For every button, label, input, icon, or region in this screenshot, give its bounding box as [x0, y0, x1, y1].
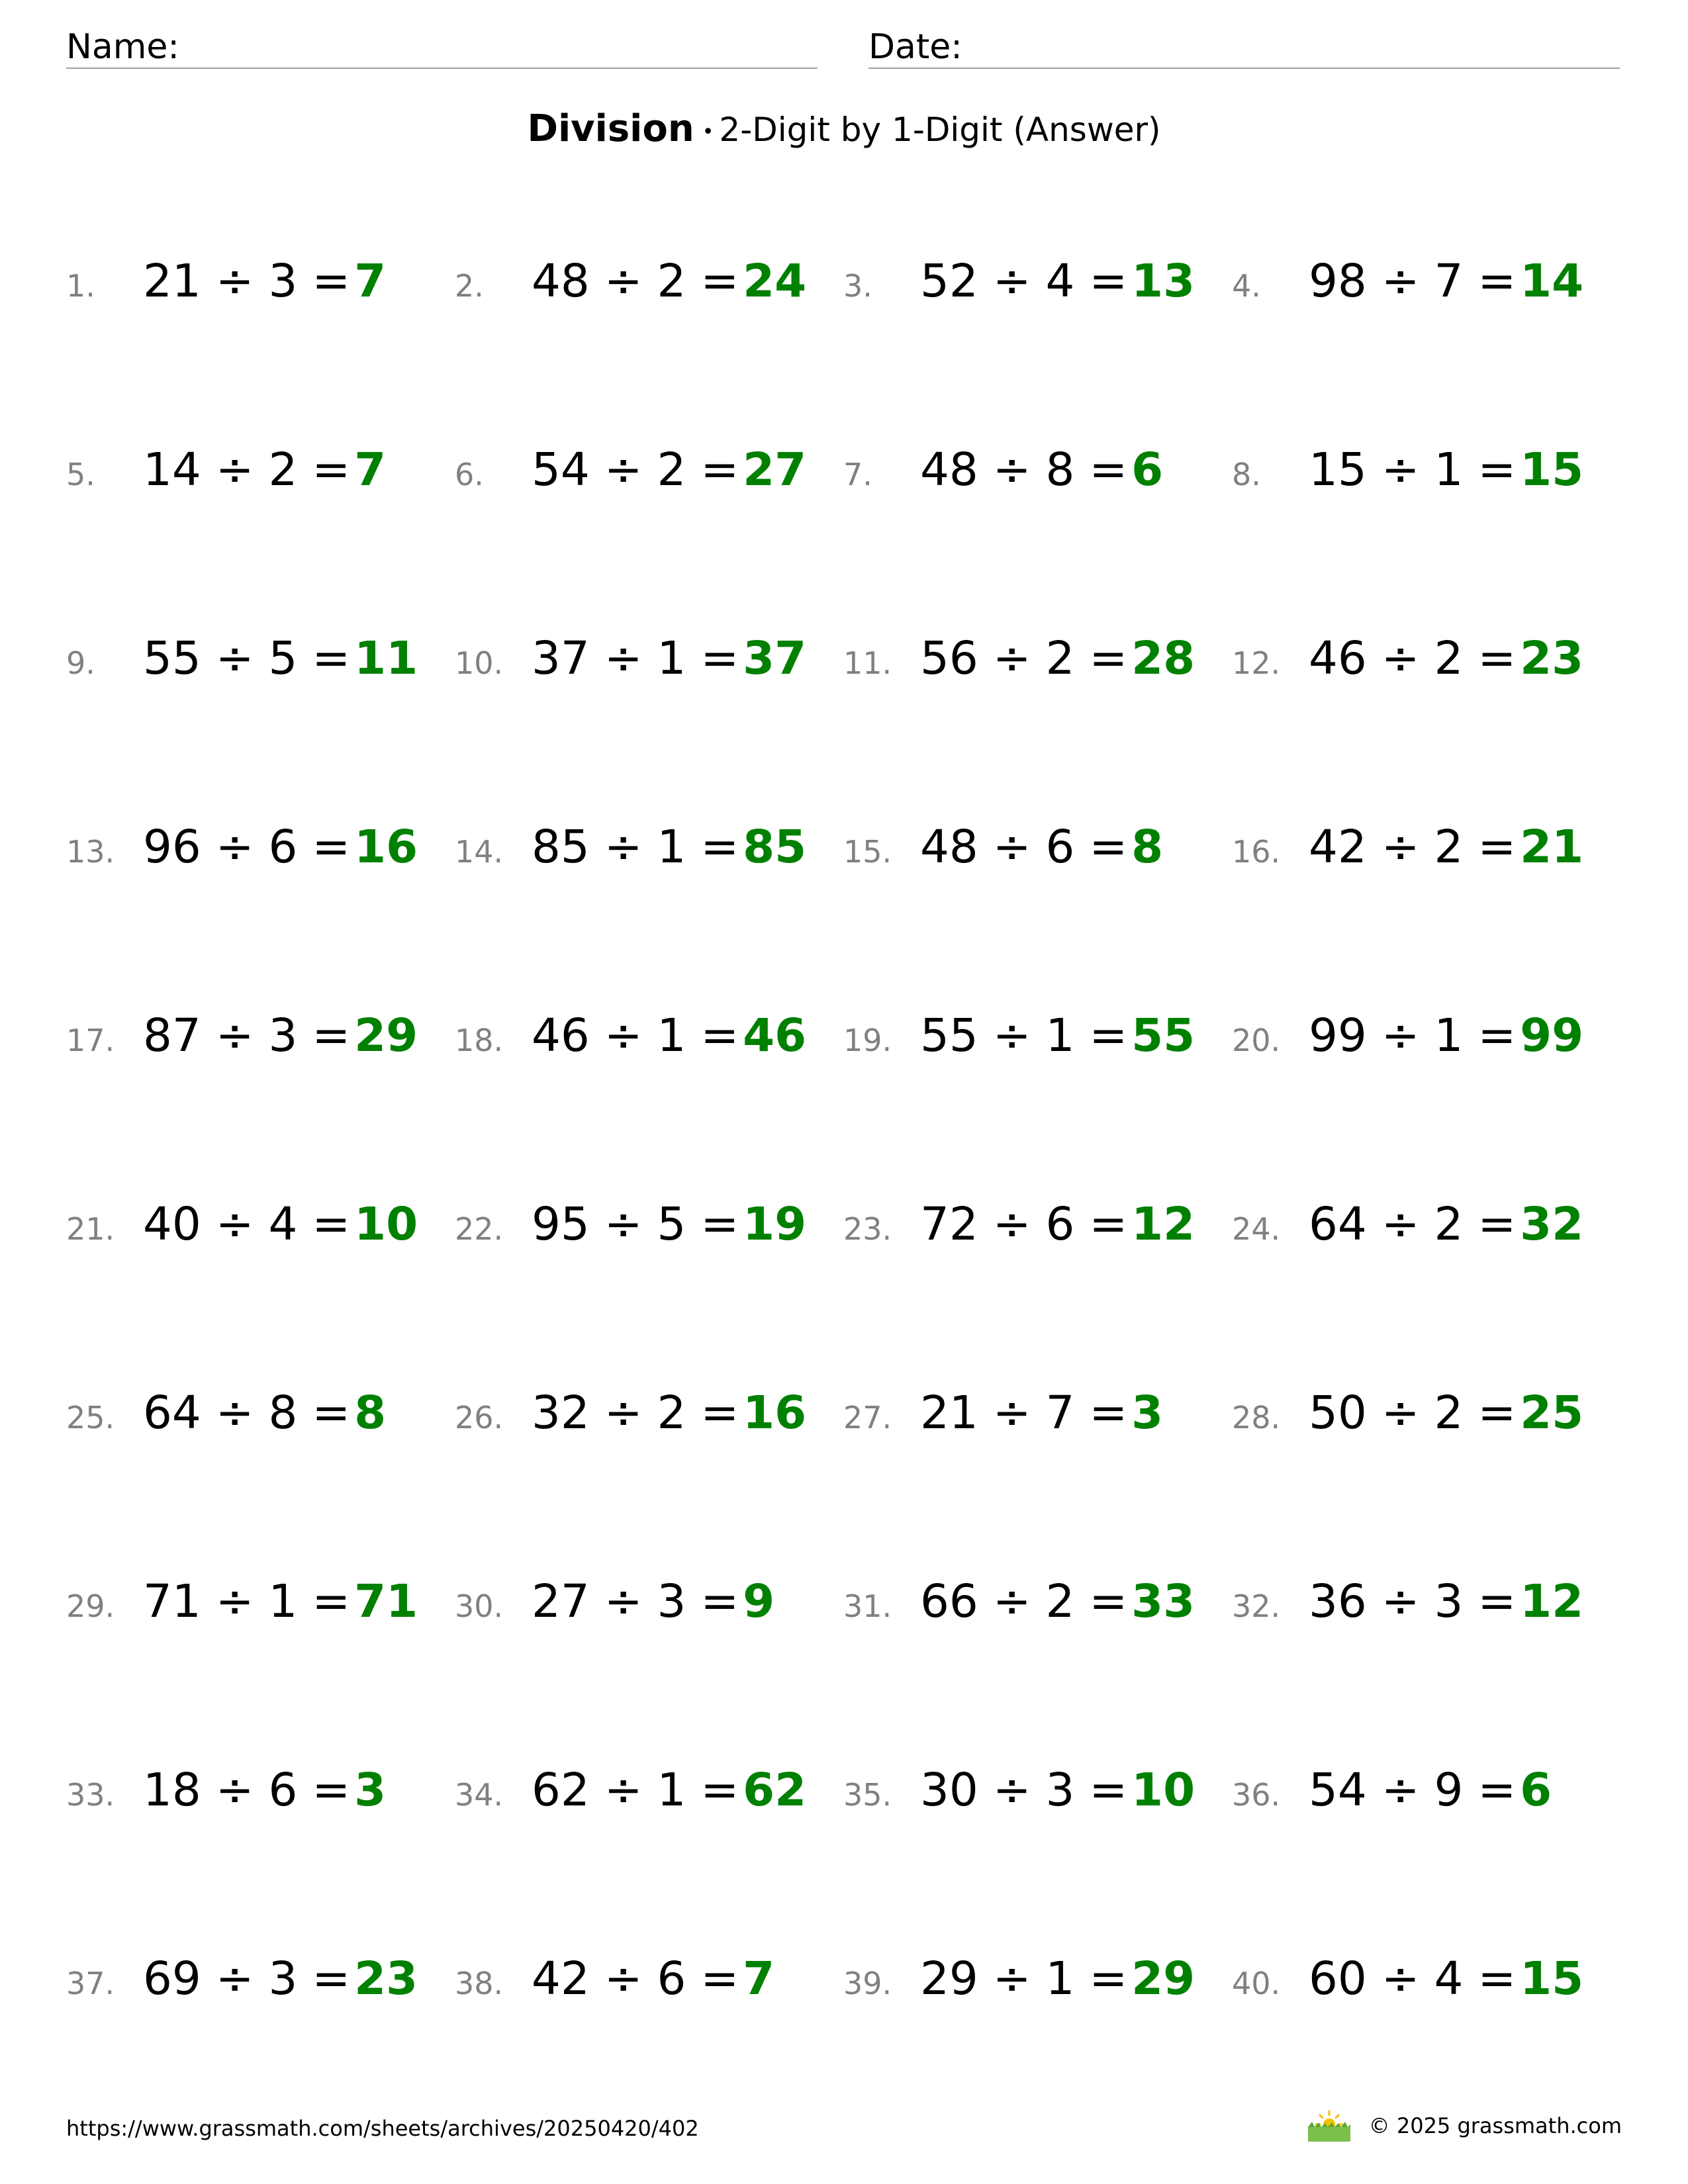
problem-answer: 16 [743, 1387, 807, 1439]
problem-expression: 32 ÷ 2 = [532, 1387, 739, 1439]
problem-number: 2. [455, 268, 484, 304]
problem-row [66, 821, 1622, 1009]
problem-row [66, 632, 1622, 821]
problem-number: 29. [66, 1588, 115, 1624]
problem-number: 10. [455, 645, 504, 681]
footer-url[interactable]: https://www.grassmath.com/sheets/archives/20250420/402 [66, 2116, 699, 2141]
problem-number: 13. [66, 834, 115, 870]
problem-number: 24. [1232, 1211, 1281, 1247]
problem-item [843, 255, 1232, 328]
problem-number: 39. [843, 1966, 892, 2001]
problem-expression: 66 ÷ 2 = [920, 1575, 1128, 1628]
problem-item [66, 255, 455, 328]
problem-item [66, 1952, 455, 2025]
problem-item [455, 1952, 843, 2025]
problem-item [66, 443, 455, 516]
problem-item [843, 1764, 1232, 1837]
problem-item [1232, 255, 1620, 328]
problem-expression: 14 ÷ 2 = [143, 443, 351, 496]
problem-item [455, 255, 843, 328]
problem-number: 27. [843, 1400, 892, 1435]
problem-answer: 28 [1131, 632, 1196, 685]
problem-item [66, 1764, 455, 1837]
problem-expression: 64 ÷ 8 = [143, 1387, 351, 1439]
problem-expression: 50 ÷ 2 = [1309, 1387, 1517, 1439]
problem-expression: 48 ÷ 8 = [920, 443, 1128, 496]
problem-expression: 54 ÷ 9 = [1309, 1764, 1517, 1817]
problem-number: 3. [843, 268, 872, 304]
problem-answer: 14 [1520, 255, 1584, 308]
problem-item [455, 1009, 843, 1082]
problem-number: 23. [843, 1211, 892, 1247]
problem-item [843, 1198, 1232, 1271]
problem-row [66, 1575, 1622, 1764]
problem-number: 18. [455, 1023, 504, 1058]
problem-number: 19. [843, 1023, 892, 1058]
problem-answer: 23 [1520, 632, 1584, 685]
problem-expression: 99 ÷ 1 = [1309, 1009, 1517, 1062]
problem-expression: 15 ÷ 1 = [1309, 443, 1517, 496]
problem-number: 28. [1232, 1400, 1281, 1435]
problem-number: 31. [843, 1588, 892, 1624]
problem-answer: 29 [354, 1009, 418, 1062]
problem-item [66, 1198, 455, 1271]
problem-answer: 25 [1520, 1387, 1584, 1439]
problem-item [1232, 443, 1620, 516]
problem-answer: 13 [1131, 255, 1196, 308]
problem-number: 21. [66, 1211, 115, 1247]
problem-item [843, 1387, 1232, 1459]
problem-answer: 3 [354, 1764, 387, 1817]
problem-answer: 33 [1131, 1575, 1196, 1628]
problem-item [843, 821, 1232, 893]
problem-expression: 46 ÷ 2 = [1309, 632, 1517, 685]
problem-expression: 62 ÷ 1 = [532, 1764, 739, 1817]
problem-answer: 99 [1520, 1009, 1584, 1062]
problem-answer: 15 [1520, 443, 1584, 496]
problem-number: 30. [455, 1588, 504, 1624]
problem-answer: 16 [354, 821, 418, 874]
problem-number: 35. [843, 1777, 892, 1813]
problem-row [66, 1387, 1622, 1575]
problem-item [1232, 1952, 1620, 2025]
problem-answer: 10 [354, 1198, 418, 1251]
problem-expression: 40 ÷ 4 = [143, 1198, 351, 1251]
problem-answer: 21 [1520, 821, 1584, 874]
problem-row [66, 255, 1622, 443]
problem-answer: 11 [354, 632, 418, 685]
problem-item [1232, 1387, 1620, 1459]
name-field[interactable] [66, 26, 818, 69]
problem-item [455, 632, 843, 705]
problem-number: 12. [1232, 645, 1281, 681]
problem-number: 8. [1232, 457, 1261, 492]
problem-expression: 71 ÷ 1 = [143, 1575, 351, 1628]
problem-answer: 23 [354, 1952, 418, 2005]
problem-number: 4. [1232, 268, 1261, 304]
problem-number: 25. [66, 1400, 115, 1435]
problem-expression: 21 ÷ 7 = [920, 1387, 1128, 1439]
problem-number: 11. [843, 645, 892, 681]
problem-item [455, 1575, 843, 1648]
problem-answer: 55 [1131, 1009, 1196, 1062]
sun-over-grass-icon [1307, 2109, 1352, 2143]
problem-expression: 64 ÷ 2 = [1309, 1198, 1517, 1251]
problem-expression: 56 ÷ 2 = [920, 632, 1128, 685]
problem-item [455, 1387, 843, 1459]
problem-number: 15. [843, 834, 892, 870]
name-label: Name: [66, 27, 179, 67]
problem-expression: 48 ÷ 2 = [532, 255, 739, 308]
problem-item [455, 821, 843, 893]
problem-expression: 48 ÷ 6 = [920, 821, 1128, 874]
problem-item [1232, 1764, 1620, 1837]
problem-number: 32. [1232, 1588, 1281, 1624]
problem-row [66, 1009, 1622, 1198]
problem-answer: 19 [743, 1198, 807, 1251]
problem-answer: 7 [354, 443, 387, 496]
problem-number: 34. [455, 1777, 504, 1813]
problem-number: 37. [66, 1966, 115, 2001]
problem-expression: 36 ÷ 3 = [1309, 1575, 1517, 1628]
problem-answer: 8 [354, 1387, 387, 1439]
problem-answer: 12 [1131, 1198, 1196, 1251]
date-label: Date: [868, 27, 962, 67]
problem-answer: 85 [743, 821, 807, 874]
problem-number: 6. [455, 457, 484, 492]
problem-number: 5. [66, 457, 95, 492]
problem-number: 40. [1232, 1966, 1281, 2001]
problem-expression: 52 ÷ 4 = [920, 255, 1128, 308]
problem-item [843, 443, 1232, 516]
problem-expression: 96 ÷ 6 = [143, 821, 351, 874]
problem-number: 33. [66, 1777, 115, 1813]
problem-answer: 8 [1131, 821, 1164, 874]
problem-number: 38. [455, 1966, 504, 2001]
problem-item [66, 1009, 455, 1082]
problem-answer: 24 [743, 255, 807, 308]
problem-row [66, 443, 1622, 632]
problem-expression: 27 ÷ 3 = [532, 1575, 739, 1628]
problem-number: 7. [843, 457, 872, 492]
problem-item [66, 632, 455, 705]
problem-number: 22. [455, 1211, 504, 1247]
problem-expression: 54 ÷ 2 = [532, 443, 739, 496]
date-field[interactable] [868, 26, 1620, 69]
problem-item [66, 1575, 455, 1648]
problem-answer: 6 [1520, 1764, 1552, 1817]
problem-expression: 55 ÷ 5 = [143, 632, 351, 685]
problem-answer: 9 [743, 1575, 775, 1628]
problem-expression: 69 ÷ 3 = [143, 1952, 351, 2005]
problem-expression: 95 ÷ 5 = [532, 1198, 739, 1251]
problem-number: 9. [66, 645, 95, 681]
problem-item [455, 1198, 843, 1271]
problem-expression: 72 ÷ 6 = [920, 1198, 1128, 1251]
problem-item [66, 821, 455, 893]
problem-expression: 18 ÷ 6 = [143, 1764, 351, 1817]
problem-number: 36. [1232, 1777, 1281, 1813]
problem-answer: 37 [743, 632, 807, 685]
problem-expression: 37 ÷ 1 = [532, 632, 739, 685]
problem-expression: 21 ÷ 3 = [143, 255, 351, 308]
problem-item [843, 1952, 1232, 2025]
problem-number: 1. [66, 268, 95, 304]
problem-item [843, 1009, 1232, 1082]
title-subtitle: 2-Digit by 1-Digit (Answer) [719, 111, 1161, 149]
footer-brand [1307, 2109, 1622, 2143]
problem-answer: 71 [354, 1575, 418, 1628]
problem-item [843, 1575, 1232, 1648]
problem-item [455, 443, 843, 516]
problem-expression: 29 ÷ 1 = [920, 1952, 1128, 2005]
problem-answer: 62 [743, 1764, 807, 1817]
problem-number: 14. [455, 834, 504, 870]
problem-expression: 30 ÷ 3 = [920, 1764, 1128, 1817]
problem-answer: 10 [1131, 1764, 1196, 1817]
problem-item [1232, 632, 1620, 705]
problem-number: 16. [1232, 834, 1281, 870]
problem-grid [66, 255, 1622, 2141]
worksheet-title [0, 106, 1688, 156]
copyright-text: © 2025 grassmath.com [1368, 2113, 1622, 2138]
problem-row [66, 1764, 1622, 1952]
problem-row [66, 1198, 1622, 1387]
problem-answer: 15 [1520, 1952, 1584, 2005]
problem-item [455, 1764, 843, 1837]
problem-item [1232, 1198, 1620, 1271]
problem-item [66, 1387, 455, 1459]
problem-expression: 42 ÷ 2 = [1309, 821, 1517, 874]
problem-item [1232, 821, 1620, 893]
problem-answer: 46 [743, 1009, 807, 1062]
problem-answer: 29 [1131, 1952, 1196, 2005]
problem-answer: 7 [743, 1952, 775, 2005]
problem-expression: 42 ÷ 6 = [532, 1952, 739, 2005]
problem-answer: 27 [743, 443, 807, 496]
problem-number: 26. [455, 1400, 504, 1435]
title-separator: • [702, 120, 714, 144]
problem-answer: 12 [1520, 1575, 1584, 1628]
problem-answer: 32 [1520, 1198, 1584, 1251]
problem-number: 17. [66, 1023, 115, 1058]
problem-expression: 46 ÷ 1 = [532, 1009, 739, 1062]
problem-expression: 98 ÷ 7 = [1309, 255, 1517, 308]
problem-answer: 6 [1131, 443, 1164, 496]
problem-answer: 3 [1131, 1387, 1164, 1439]
problem-number: 20. [1232, 1023, 1281, 1058]
problem-expression: 87 ÷ 3 = [143, 1009, 351, 1062]
problem-expression: 55 ÷ 1 = [920, 1009, 1128, 1062]
problem-expression: 60 ÷ 4 = [1309, 1952, 1517, 2005]
problem-answer: 7 [354, 255, 387, 308]
problem-item [843, 632, 1232, 705]
problem-item [1232, 1575, 1620, 1648]
problem-expression: 85 ÷ 1 = [532, 821, 739, 874]
title-main: Division [527, 107, 694, 150]
problem-item [1232, 1009, 1620, 1082]
